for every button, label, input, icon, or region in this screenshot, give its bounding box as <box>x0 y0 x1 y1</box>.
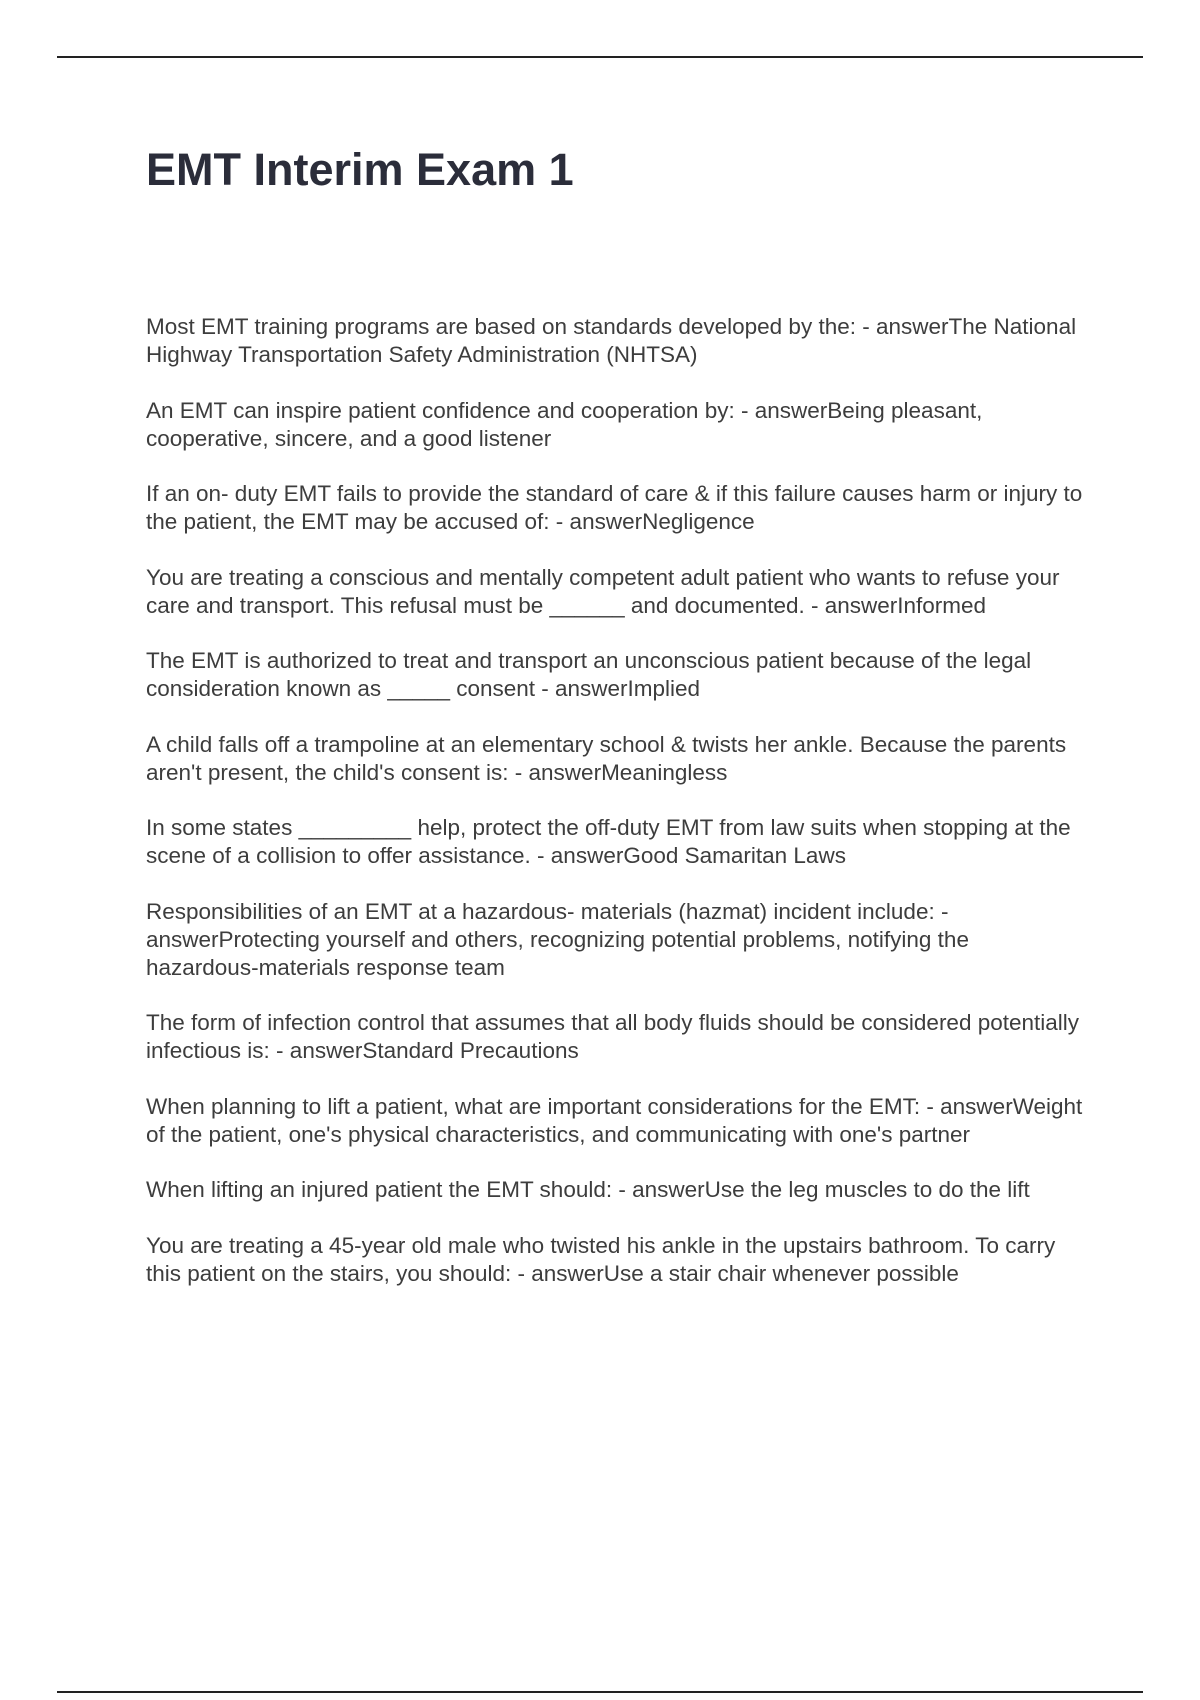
qa-item-2: An EMT can inspire patient confidence and cooperation by: - answerBeing pleasant, cooperative, sincere, and a good listener <box>146 397 983 451</box>
qa-item-1: Most EMT training programs are based on standards developed by the: - answerThe National Highway Transportation Safety Administration (NHTSA) <box>146 314 1077 367</box>
bottom-divider <box>57 1691 1143 1693</box>
qa-item-9: The form of infection control that assumes that all body fluids should be considered potentially infectious is: - answerStandard Precautions <box>146 1010 1080 1063</box>
qa-item-3: If an on- duty EMT fails to provide the standard of care & if this failure causes harm or injury to the patient, the EMT may be accused of: - answerNegligence <box>146 481 1083 534</box>
qa-item-5: The EMT is authorized to treat and transport an unconscious patient because of the legal consideration known as _____ consent - answerImplied <box>146 648 1032 701</box>
top-divider <box>57 56 1143 58</box>
qa-item-12: You are treating a 45-year old male who twisted his ankle in the upstairs bathroom. To carry this patient on the stairs, you should: - answerUse a stair chair whenever possible <box>146 1232 1056 1286</box>
question-answer-list <box>146 313 1086 1315</box>
qa-item-8: Responsibilities of an EMT at a hazardous- materials (hazmat) incident include: - answerProtecting yourself and others, recognizing potential problems, notifying the hazardous-materials response team <box>146 898 969 980</box>
qa-item-6: A child falls off a trampoline at an elementary school & twists her ankle. Because the parents aren't present, the child's consent is: - answerMeaningless <box>146 731 1067 785</box>
qa-item-10: When planning to lift a patient, what are important considerations for the EMT: - answerWeight of the patient, one's physical characteristics, and communicating with one's partner <box>146 1093 1083 1147</box>
qa-item-7: In some states _________ help, protect the off-duty EMT from law suits when stopping at the scene of a collision to offer assistance. - answerGood Samaritan Laws <box>146 815 1071 868</box>
document-title: EMT Interim Exam 1 <box>146 144 574 195</box>
qa-item-11: When lifting an injured patient the EMT should: - answerUse the leg muscles to do the lift <box>146 1177 1030 1202</box>
qa-item-4: You are treating a conscious and mentally competent adult patient who wants to refuse your care and transport. This refusal must be ______ and documented. - answerInformed <box>146 564 1060 618</box>
